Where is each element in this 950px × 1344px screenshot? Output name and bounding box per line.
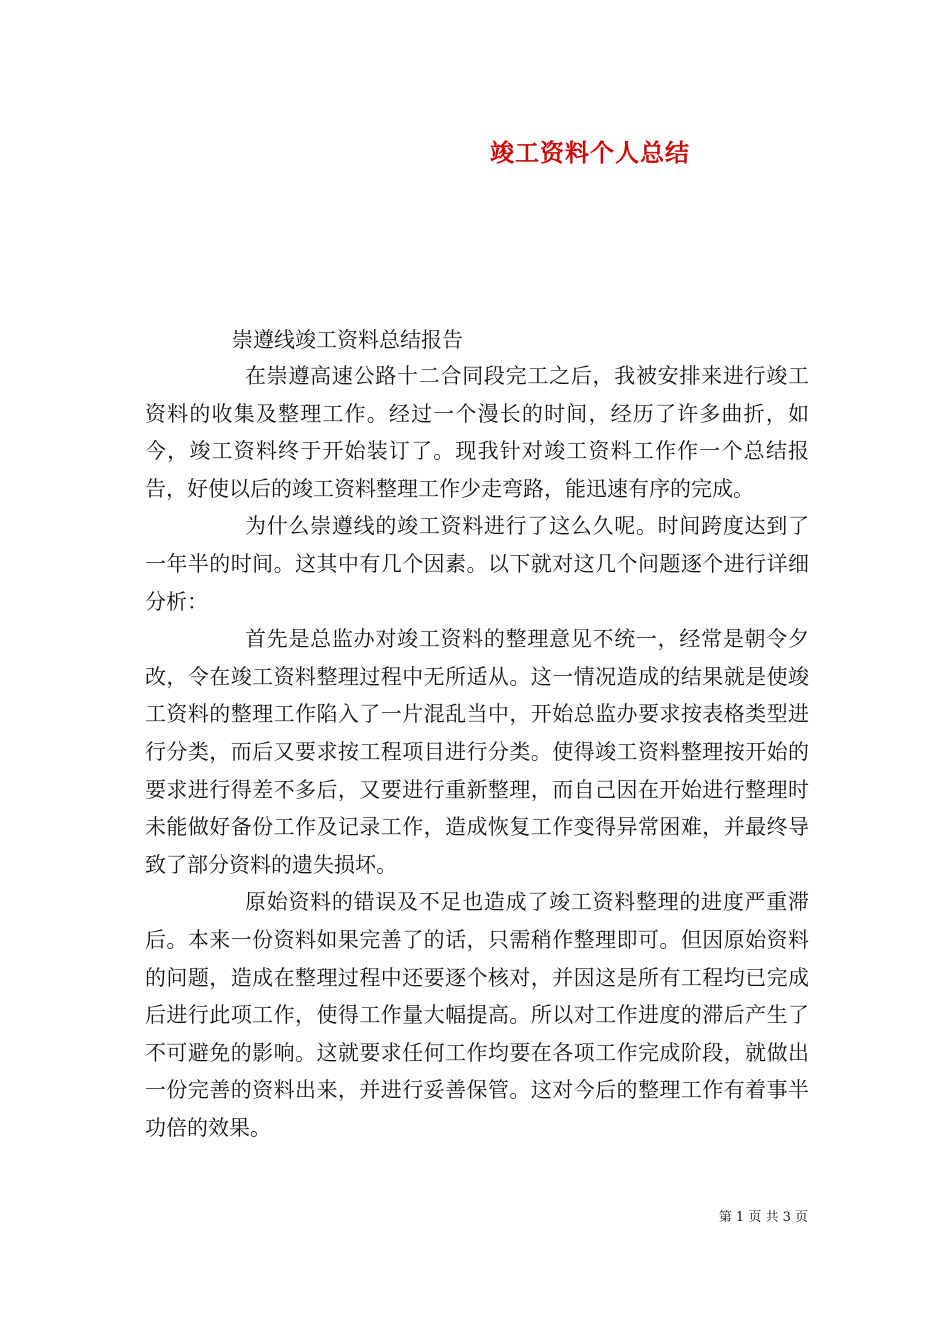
report-subtitle: 崇遵线竣工资料总结报告 [232,328,463,352]
paragraph: 原始资料的错误及不足也造成了竣工资料整理的进度严重滞后。本来一份资料如果完善了的话，只需稍作整理即可。但因原始资料的问题，造成在整理过程中还要逐个核对，并因这是所有工程均已完成后进行此项工作，使得工作量大幅提高。所以对工作进度的滞后产生了不可避免的影响。这就要求任何工作均要在各项工作完成阶段，就做出一份完善的资料出来，并进行妥善保管。这对今后的整理工作有着事半功倍的效果。 [145,890,809,1140]
page-title: 竣工资料个人总结 [490,138,690,167]
paragraph: 为什么崇遵线的竣工资料进行了这么久呢。时间跨度达到了一年半的时间。这其中有几个因素。以下就对这几个问题逐个进行详细分析： [145,514,809,614]
paragraph: 首先是总监办对竣工资料的整理意见不统一，经常是朝令夕改，令在竣工资料整理过程中无所适从。这一情况造成的结果就是使竣工资料的整理工作陷入了一片混乱当中，开始总监办要求按表格类型进行分类，而后又要求按工程项目进行分类。使得竣工资料整理按开始的要求进行得差不多后，又要进行重新整理，而自己因在开始进行整理时未能做好备份工作及记录工作，造成恢复工作变得异常困难，并最终导致了部分资料的遗失损坏。 [145,627,809,877]
page-number-footer: 第 1 页 共 3 页 [718,1210,808,1225]
paragraph: 在崇遵高速公路十二合同段完工之后，我被安排来进行竣工资料的收集及整理工作。经过一个漫长的时间，经历了许多曲折，如今，竣工资料终于开始装订了。现我针对竣工资料工作作一个总结报告，好使以后的竣工资料整理工作少走弯路，能迅速有序的完成。 [145,364,809,501]
document-body [145,358,809,1147]
